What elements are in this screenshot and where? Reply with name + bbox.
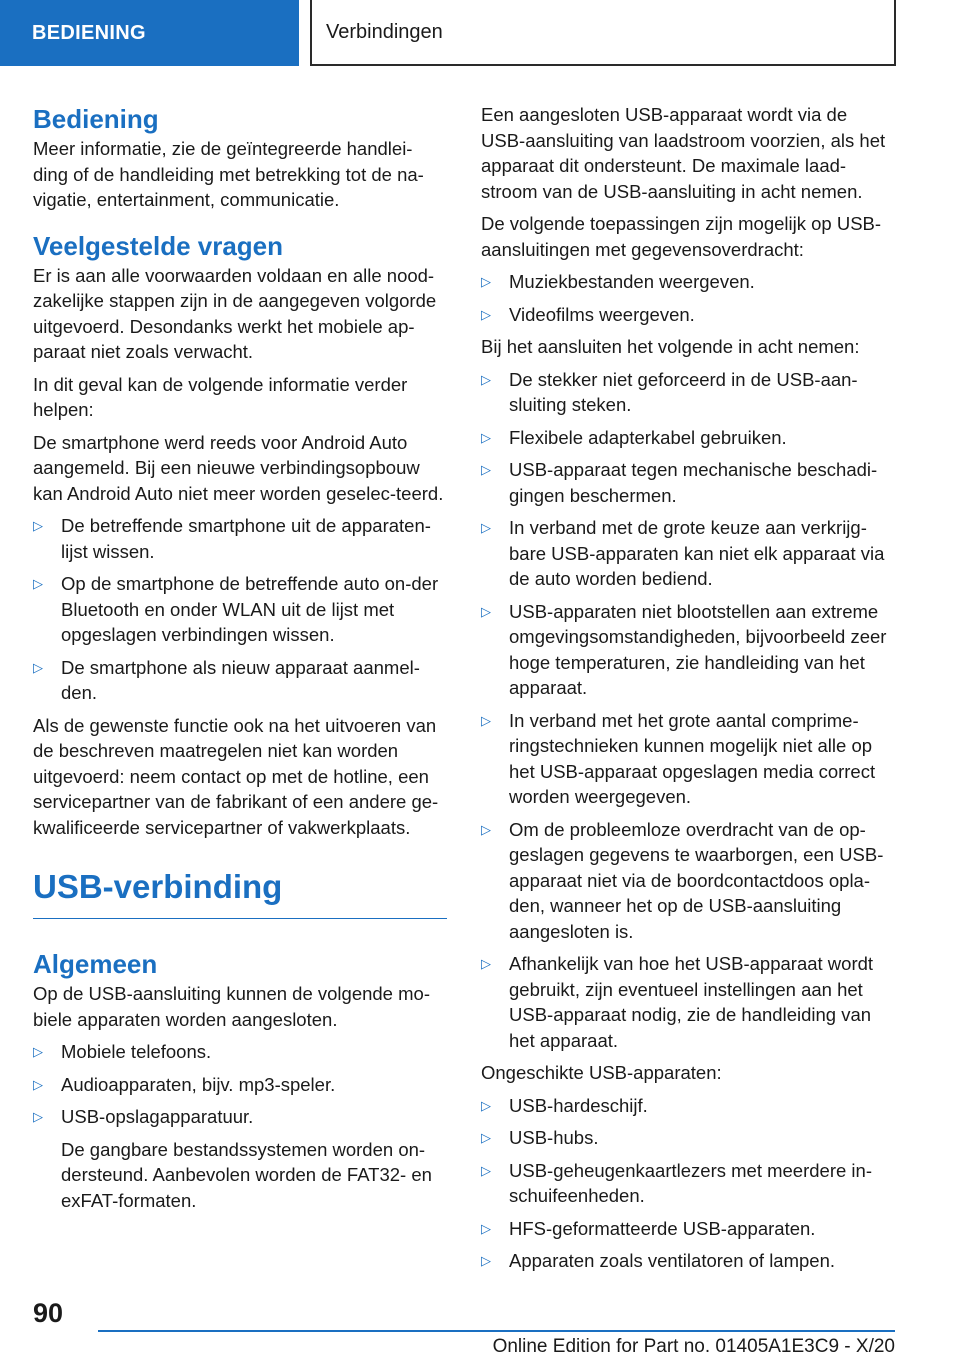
- list-item-text: Videofilms weergeven.: [509, 303, 695, 325]
- list-item: [33, 655, 447, 706]
- list-item: [481, 515, 895, 592]
- list-item-text: USB-geheugenkaartlezers met meerdere in-schuifeenheden.: [509, 1159, 872, 1206]
- bediening-text: Meer informatie, zie de geïntegreerde handlei-ding of de handleiding met betrekking tot de na-vigatie, entertainment, communicatie.: [33, 138, 424, 210]
- list-item: [481, 1248, 895, 1274]
- list-item-text: In verband met de grote keuze aan verkrijg-bare USB-apparaten kan niet elk apparaat via de auto worden bediend.: [509, 517, 885, 589]
- triangle-bullet-icon: ▷: [481, 274, 491, 289]
- list-item-text: Muziekbestanden weergeven.: [509, 271, 755, 292]
- heading-bediening: Bediening: [33, 104, 159, 134]
- heading-faq: Veelgestelde vragen: [33, 230, 284, 261]
- faq-paragraph-1: Er is aan alle voorwaarden voldaan en alle nood-zakelijke stappen zijn in de aangegeven volgorde uitgevoerd. Desondanks werkt het mobiele ap-paraat niet zoals verwacht.: [33, 264, 437, 362]
- list-item: [481, 425, 895, 451]
- list-item-text: USB-apparaten niet blootstellen aan extreme omgevingsomstandigheden, bijvoorbeeld zeer hoge temperaturen, zie handleiding van het apparaat.: [509, 600, 887, 698]
- unsuitable-list: [481, 1093, 895, 1274]
- triangle-bullet-icon: ▷: [33, 518, 43, 533]
- applications-list: [481, 269, 895, 327]
- list-item-text: HFS-geformatteerde USB-apparaten.: [509, 1217, 816, 1239]
- list-item-text: De smartphone als nieuw apparaat aanmel-den.: [61, 656, 420, 703]
- list-item: [33, 1039, 447, 1065]
- faq-list: [33, 513, 447, 706]
- algemeen-text: Op de USB-aansluiting kunnen de volgende mo-biele apparaten worden aangesloten.: [33, 983, 430, 1030]
- list-item: [481, 708, 895, 810]
- triangle-bullet-icon: ▷: [33, 1076, 43, 1092]
- triangle-bullet-icon: ▷: [481, 371, 491, 387]
- right-column: [481, 102, 895, 1281]
- list-item-text: Afhankelijk van hoe het USB-apparaat wordt gebruikt, zijn eventueel instellingen aan het USB-apparaat nodig, zie de handleiding van het apparaat.: [509, 953, 874, 1051]
- faq-paragraph-3: De smartphone werd reeds voor Android Auto aangemeld. Bij een nieuwe verbindingsopbouw kan Android Auto niet meer worden geselec-teerd.: [33, 431, 444, 504]
- list-item-text: Op de smartphone de betreffende auto on-der Bluetooth en onder WLAN uit de lijst met opgeslagen verbindingen wissen.: [61, 573, 439, 645]
- list-item-text: Audioapparaten, bijv. mp3-speler.: [61, 1073, 336, 1095]
- section-tab: BEDIENING: [0, 0, 299, 66]
- triangle-bullet-icon: ▷: [481, 1097, 491, 1113]
- list-item: [33, 513, 447, 564]
- list-item: [481, 1125, 895, 1151]
- triangle-bullet-icon: ▷: [481, 306, 491, 322]
- usb-paragraph-1: Een aangesloten USB-apparaat wordt via de USB-aansluiting van laadstroom voorzien, als het apparaat dit ondersteunt. De maximale laad-stroom van de USB-aansluiting in acht nemen.: [481, 104, 886, 202]
- triangle-bullet-icon: ▷: [481, 1162, 491, 1178]
- list-item: [481, 269, 895, 295]
- left-column: [33, 102, 447, 1220]
- triangle-bullet-icon: ▷: [33, 1044, 43, 1059]
- devices-list: [33, 1039, 447, 1213]
- list-item-text: In verband met het grote aantal comprime-ringstechnieken kunnen mogelijk niet alle op het USB-apparaat opgeslagen media correct worden weergegeven.: [509, 709, 876, 807]
- list-item: [481, 1216, 895, 1242]
- triangle-bullet-icon: ▷: [481, 1130, 491, 1145]
- heading-algemeen: Algemeen: [33, 949, 158, 979]
- list-item-text: Om de probleemloze overdracht van de op-geslagen gegevens te waarborgen, een USB-apparaat niet via de boordcontactdoos opla-den, wanneer het op de USB-aansluiting aangesloten is.: [509, 818, 884, 942]
- list-item-text: USB-hardeschijf.: [509, 1094, 648, 1116]
- list-item: [481, 367, 895, 418]
- list-item: [481, 1158, 895, 1209]
- triangle-bullet-icon: ▷: [481, 603, 491, 619]
- triangle-bullet-icon: ▷: [481, 956, 491, 971]
- triangle-bullet-icon: ▷: [481, 429, 491, 445]
- list-item: [33, 1072, 447, 1098]
- usb-paragraph-4: Ongeschikte USB-apparaten:: [481, 1062, 722, 1083]
- list-item: [481, 599, 895, 701]
- triangle-bullet-icon: ▷: [481, 520, 491, 535]
- triangle-bullet-icon: ▷: [481, 712, 491, 728]
- list-item-text: Apparaten zoals ventilatoren of lampen.: [509, 1250, 836, 1271]
- list-item-text: USB-apparaat tegen mechanische beschadi-gingen beschermen.: [509, 459, 878, 506]
- list-item: [481, 951, 895, 1053]
- list-item: [33, 1104, 447, 1213]
- list-item: [481, 302, 895, 328]
- heading-usb-verbinding: USB-verbinding: [33, 864, 447, 919]
- list-item: [481, 457, 895, 508]
- chapter-tab: Verbindingen: [310, 0, 896, 66]
- notes-list: [481, 367, 895, 1054]
- list-item-subtext: De gangbare bestandssystemen worden on-dersteund. Aanbevolen worden de FAT32- en exFAT-formaten.: [61, 1138, 432, 1211]
- triangle-bullet-icon: ▷: [481, 821, 491, 837]
- triangle-bullet-icon: ▷: [481, 462, 491, 477]
- triangle-bullet-icon: ▷: [481, 1220, 491, 1236]
- list-item: [33, 571, 447, 648]
- triangle-bullet-icon: ▷: [33, 1109, 43, 1124]
- list-item-text: USB-opslagapparatuur.: [61, 1106, 254, 1127]
- page-number: 90: [33, 1298, 64, 1328]
- faq-paragraph-2: In dit geval kan de volgende informatie verder helpen:: [33, 373, 408, 420]
- usb-paragraph-2: De volgende toepassingen zijn mogelijk op USB-aansluitingen met gegevensoverdracht:: [481, 213, 882, 260]
- list-item-text: Mobiele telefoons.: [61, 1041, 212, 1062]
- usb-paragraph-3: Bij het aansluiten het volgende in acht nemen:: [481, 336, 860, 357]
- list-item: [481, 817, 895, 945]
- triangle-bullet-icon: ▷: [481, 1253, 491, 1268]
- list-item-text: USB-hubs.: [509, 1127, 599, 1148]
- faq-paragraph-4: Als de gewenste functie ook na het uitvoeren van de beschreven maatregelen niet kan worden uitgevoerd: neem contact op met de hotline, een servicepartner van de fabrikant of een andere ge-kwalificeerde servicepartner of vakwerkplaats.: [33, 714, 439, 838]
- list-item-text: De betreffende smartphone uit de apparaten-lijst wissen.: [61, 515, 431, 562]
- footer-edition-text: Online Edition for Part no. 01405A1E3C9 - X/20: [492, 1336, 895, 1357]
- footer-divider: [98, 1330, 895, 1332]
- list-item-text: De stekker niet geforceerd in de USB-aan-sluiting steken.: [509, 368, 858, 415]
- list-item-text: Flexibele adapterkabel gebruiken.: [509, 426, 787, 448]
- triangle-bullet-icon: ▷: [33, 576, 43, 591]
- list-item: [481, 1093, 895, 1119]
- triangle-bullet-icon: ▷: [33, 659, 43, 675]
